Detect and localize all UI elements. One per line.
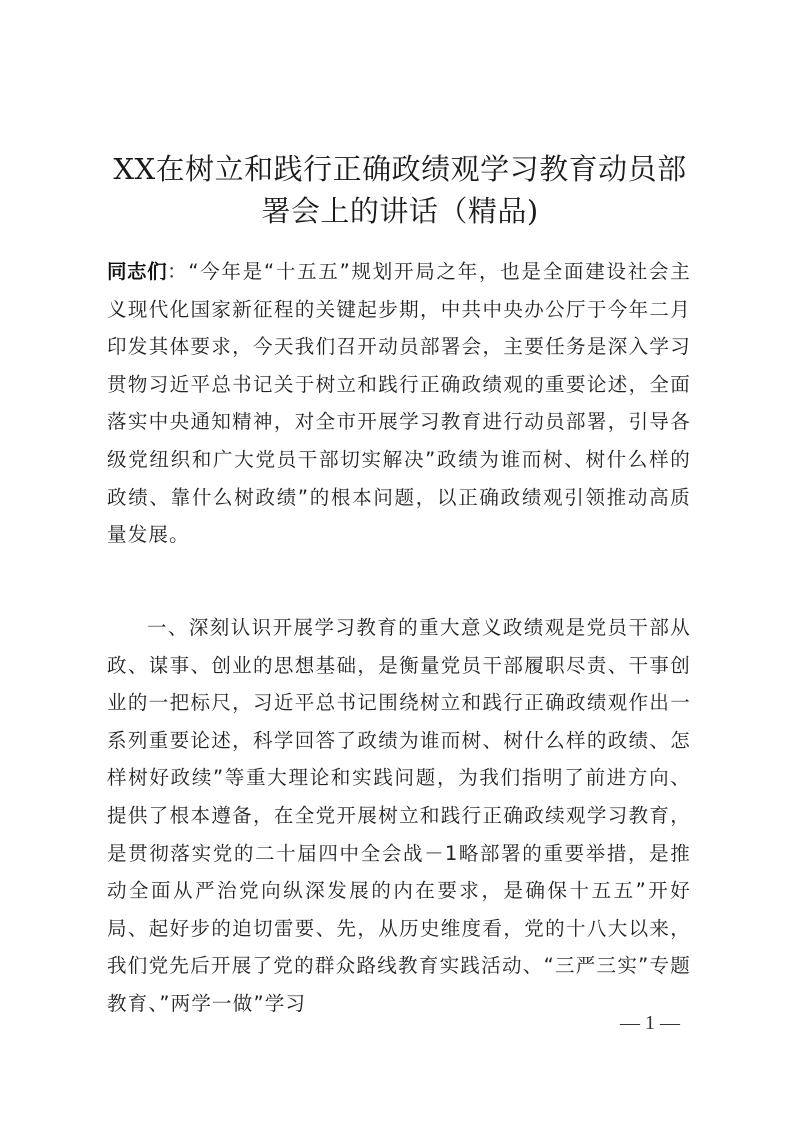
page-number: — 1 — [620, 1012, 680, 1034]
title-line-2: 署会上的讲话（精品) [261, 194, 539, 228]
title-line-1: XX在树立和践行正确政绩观学习教育动员部 [113, 152, 687, 186]
document-title [100, 148, 700, 232]
opening-paragraph [107, 253, 691, 554]
section-one-paragraph: 一、深刻认识开展学习教育的重大意义政绩观是党员干部从政、谋事、创业的思想基础，是衡量党员干部履职尽责、干事创业的一把标尺，习近平总书记围绕树立和践行正确政绩观作出一系列重要论述，科学回答了政绩为谁而树、树什么样的政绩、怎样树好政续”等重大理论和实践问题，为我们指明了前进方向、提供了根本遵备，在全党开展树立和践行正确政续观学习教育，是贯彻落实党的二十届四中全会战－1略部署的重要举措，是推动全面从严治党向纵深发展的内在要求，是确保十五五”开好局、起好步的迫切雷要、先，从历史维度看，党的十八大以来，我们党先后开展了党的群众路线教育实践活动、“三严三实”专题教育、”两学一做”学习 [107, 616, 691, 1015]
salutation: 同志们 [107, 260, 168, 283]
opening-paragraph-text: ：“今年是“十五五”规划开局之年，也是全面建设社会主义现代化国家新征程的关键起步期，中共中央办公厅于今年二月印发其体要求，今天我们召开动员部署会，主要任务是深入学习贯物习近平总书记关于树立和践行正确政绩观的重要论述，全面落实中央通知精神，对全市开展学习教育进行动员部署，引导各级党纽织和广大党员干部切实解决”政绩为谁而树、树什么样的政绩、靠什么树政绩”的根本问题，以正确政绩观引领推动高质量发展。 [107, 260, 691, 547]
